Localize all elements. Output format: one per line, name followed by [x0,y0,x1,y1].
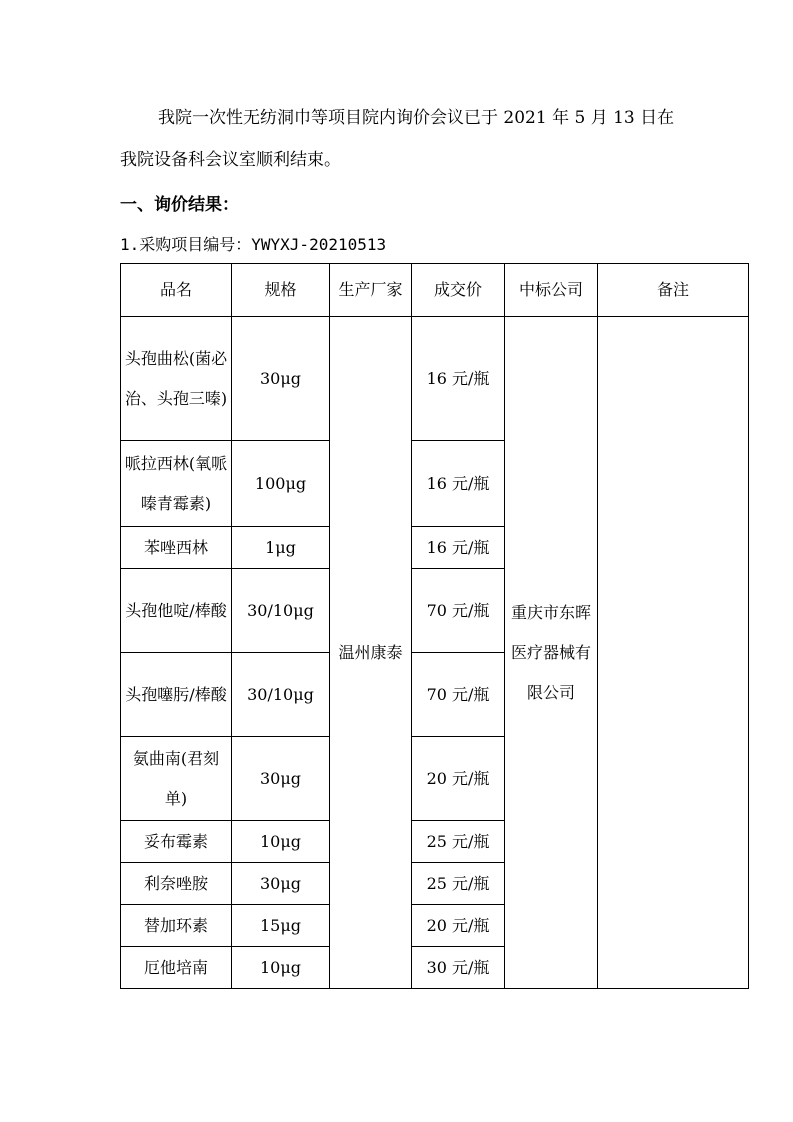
cell-spec: 15μg [232,905,330,947]
cell-spec: 1μg [232,527,330,569]
cell-winner: 重庆市东晖医疗器械有限公司 [505,317,598,989]
cell-price: 70 元/瓶 [412,569,505,653]
table-row [121,317,749,441]
cell-price: 30 元/瓶 [412,947,505,989]
section-title: 一、询价结果： [120,195,239,215]
cell-name: 头孢噻肟/棒酸 [121,653,232,737]
cell-name: 哌拉西林(氧哌嗪青霉素) [121,441,232,527]
cell-spec: 10μg [232,821,330,863]
cell-spec: 30μg [232,317,330,441]
intro-line-1: 我院一次性无纺洞巾等项目院内询价会议已于 2021 年 5 月 13 日在 [158,108,675,128]
cell-spec: 10μg [232,947,330,989]
cell-name: 妥布霉素 [121,821,232,863]
cell-manufacturer: 温州康泰 [330,317,412,989]
header-spec: 规格 [232,264,330,317]
cell-name: 厄他培南 [121,947,232,989]
table-header-row [121,264,749,317]
cell-spec: 30μg [232,863,330,905]
cell-price: 16 元/瓶 [412,317,505,441]
cell-price: 70 元/瓶 [412,653,505,737]
cell-price: 20 元/瓶 [412,905,505,947]
cell-price: 25 元/瓶 [412,863,505,905]
header-price: 成交价 [412,264,505,317]
cell-price: 20 元/瓶 [412,737,505,821]
header-winner: 中标公司 [505,264,598,317]
cell-spec: 30μg [232,737,330,821]
intro-line-2: 我院设备科会议室顺利结束。 [120,150,341,170]
cell-price: 16 元/瓶 [412,441,505,527]
cell-remark [598,317,749,989]
header-name: 品名 [121,264,232,317]
inquiry-results-table [120,263,749,989]
cell-spec: 100μg [232,441,330,527]
project-number-label: 1.采购项目编号：YWYXJ-20210513 [120,235,387,254]
header-remark: 备注 [598,264,749,317]
cell-name: 苯唑西林 [121,527,232,569]
header-manufacturer: 生产厂家 [330,264,412,317]
cell-name: 利奈唑胺 [121,863,232,905]
cell-spec: 30/10μg [232,569,330,653]
cell-spec: 30/10μg [232,653,330,737]
cell-name: 氨曲南(君刻单) [121,737,232,821]
cell-price: 25 元/瓶 [412,821,505,863]
cell-name: 头孢他啶/棒酸 [121,569,232,653]
cell-price: 16 元/瓶 [412,527,505,569]
cell-name: 替加环素 [121,905,232,947]
cell-name: 头孢曲松(菌必治、头孢三嗪) [121,317,232,441]
